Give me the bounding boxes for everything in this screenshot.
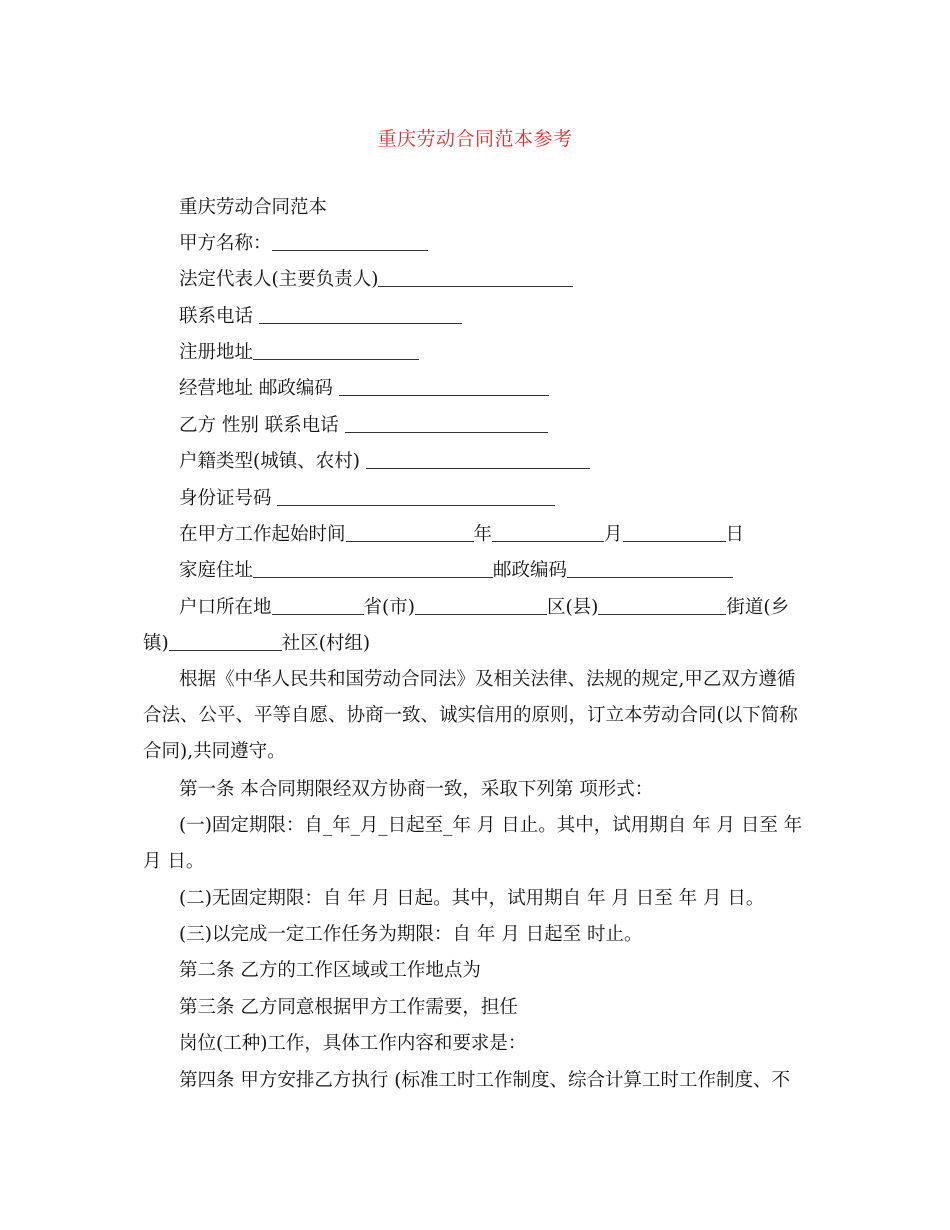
fill-blank <box>567 559 733 578</box>
community-label: 社区(村组) <box>281 633 371 654</box>
field-label: 户籍类型(城镇、农村) <box>179 451 360 472</box>
fill-blank <box>378 268 573 287</box>
fill-blank <box>339 377 549 396</box>
heading-text: 重庆劳动合同范本 <box>179 197 328 218</box>
term-open <box>179 887 764 911</box>
document-title: 重庆劳动合同范本参考 <box>377 128 573 150</box>
fill-blank <box>345 414 548 433</box>
article-3 <box>179 996 518 1020</box>
fill-blank <box>169 632 282 651</box>
field-party-a-name <box>179 232 428 256</box>
postal-label: 邮政编码 <box>493 560 568 581</box>
basis-paragraph <box>143 662 803 770</box>
field-legal-rep <box>179 268 573 292</box>
field-start-time <box>179 523 744 547</box>
field-label: 乙方 性别 联系电话 <box>179 415 339 436</box>
field-hukou-location-cont <box>143 632 370 656</box>
field-hukou-location <box>179 596 789 620</box>
field-reg-address <box>179 341 419 365</box>
paragraph-text: 根据《中华人民共和国劳动合同法》及相关法律、法规的规定,甲乙双方遵循合法、公平、平等自愿、协商一致、诚实信用的原则，订立本劳动合同(以下简称合同),共同遵守。 <box>143 669 798 762</box>
fill-blank <box>346 523 474 542</box>
fill-blank <box>492 523 604 542</box>
field-label: 身份证号码 <box>179 488 272 509</box>
position-line <box>179 1032 526 1056</box>
field-phone <box>179 305 462 329</box>
fill-blank <box>253 559 493 578</box>
fill-blank <box>598 596 726 615</box>
paragraph-text: (二)无固定期限：自 年 月 日起。其中，试用期自 年 月 日至 年 月 日。 <box>179 888 765 909</box>
contract-heading <box>179 196 327 220</box>
fill-blank <box>272 232 428 251</box>
fill-blank <box>259 305 462 324</box>
paragraph-text: (三)以完成一定工作任务为期限：自 年 月 日起至 时止。 <box>179 924 643 945</box>
field-label: 法定代表人(主要负责人) <box>179 269 379 290</box>
field-biz-address <box>179 377 549 401</box>
paragraph-text: (一)固定期限：自_年_月_日起至_年 月 日止。其中，试用期自 年 月 日至 年月 日。 <box>143 815 803 872</box>
paragraph-text: 岗位(工种)工作，具体工作内容和要求是： <box>179 1033 527 1054</box>
field-label: 家庭住址 <box>179 560 254 581</box>
article-1 <box>179 778 653 802</box>
street-label: 街道(乡 <box>726 597 790 618</box>
article-2 <box>179 959 481 983</box>
term-fixed <box>143 808 803 880</box>
field-label: 联系电话 <box>179 306 254 327</box>
field-label: 在甲方工作起始时间 <box>179 524 346 545</box>
day-label: 日 <box>725 524 745 545</box>
year-label: 年 <box>473 524 493 545</box>
month-label: 月 <box>604 524 623 545</box>
field-home-address <box>179 559 733 583</box>
fill-blank <box>277 487 555 506</box>
district-label: 区(县) <box>546 597 599 618</box>
field-id-number <box>179 487 555 511</box>
field-household-type <box>179 450 590 474</box>
paragraph-text: 第一条 本合同期限经双方协商一致，采取下列第 项形式： <box>179 779 654 800</box>
field-label: 注册地址 <box>179 342 254 363</box>
field-label: 户口所在地 <box>179 597 272 618</box>
fill-blank <box>623 523 726 542</box>
paragraph-text: 第二条 乙方的工作区域或工作地点为 <box>179 960 481 981</box>
field-label: 甲方名称： <box>179 233 272 254</box>
field-label: 经营地址 邮政编码 <box>179 378 333 399</box>
fill-blank <box>366 450 590 469</box>
fill-blank <box>272 596 364 615</box>
province-label: 省(市) <box>363 597 415 618</box>
paragraph-text: 第三条 乙方同意根据甲方工作需要，担任 <box>179 997 518 1018</box>
fill-blank <box>415 596 547 615</box>
fill-blank <box>253 341 419 360</box>
field-party-b <box>179 414 548 438</box>
paragraph-text: 第四条 甲方安排乙方执行 (标准工时工作制度、综合计算工时工作制度、不 <box>179 1070 790 1091</box>
article-4 <box>179 1069 790 1093</box>
term-task <box>179 923 642 947</box>
town-label: 镇) <box>143 633 169 654</box>
